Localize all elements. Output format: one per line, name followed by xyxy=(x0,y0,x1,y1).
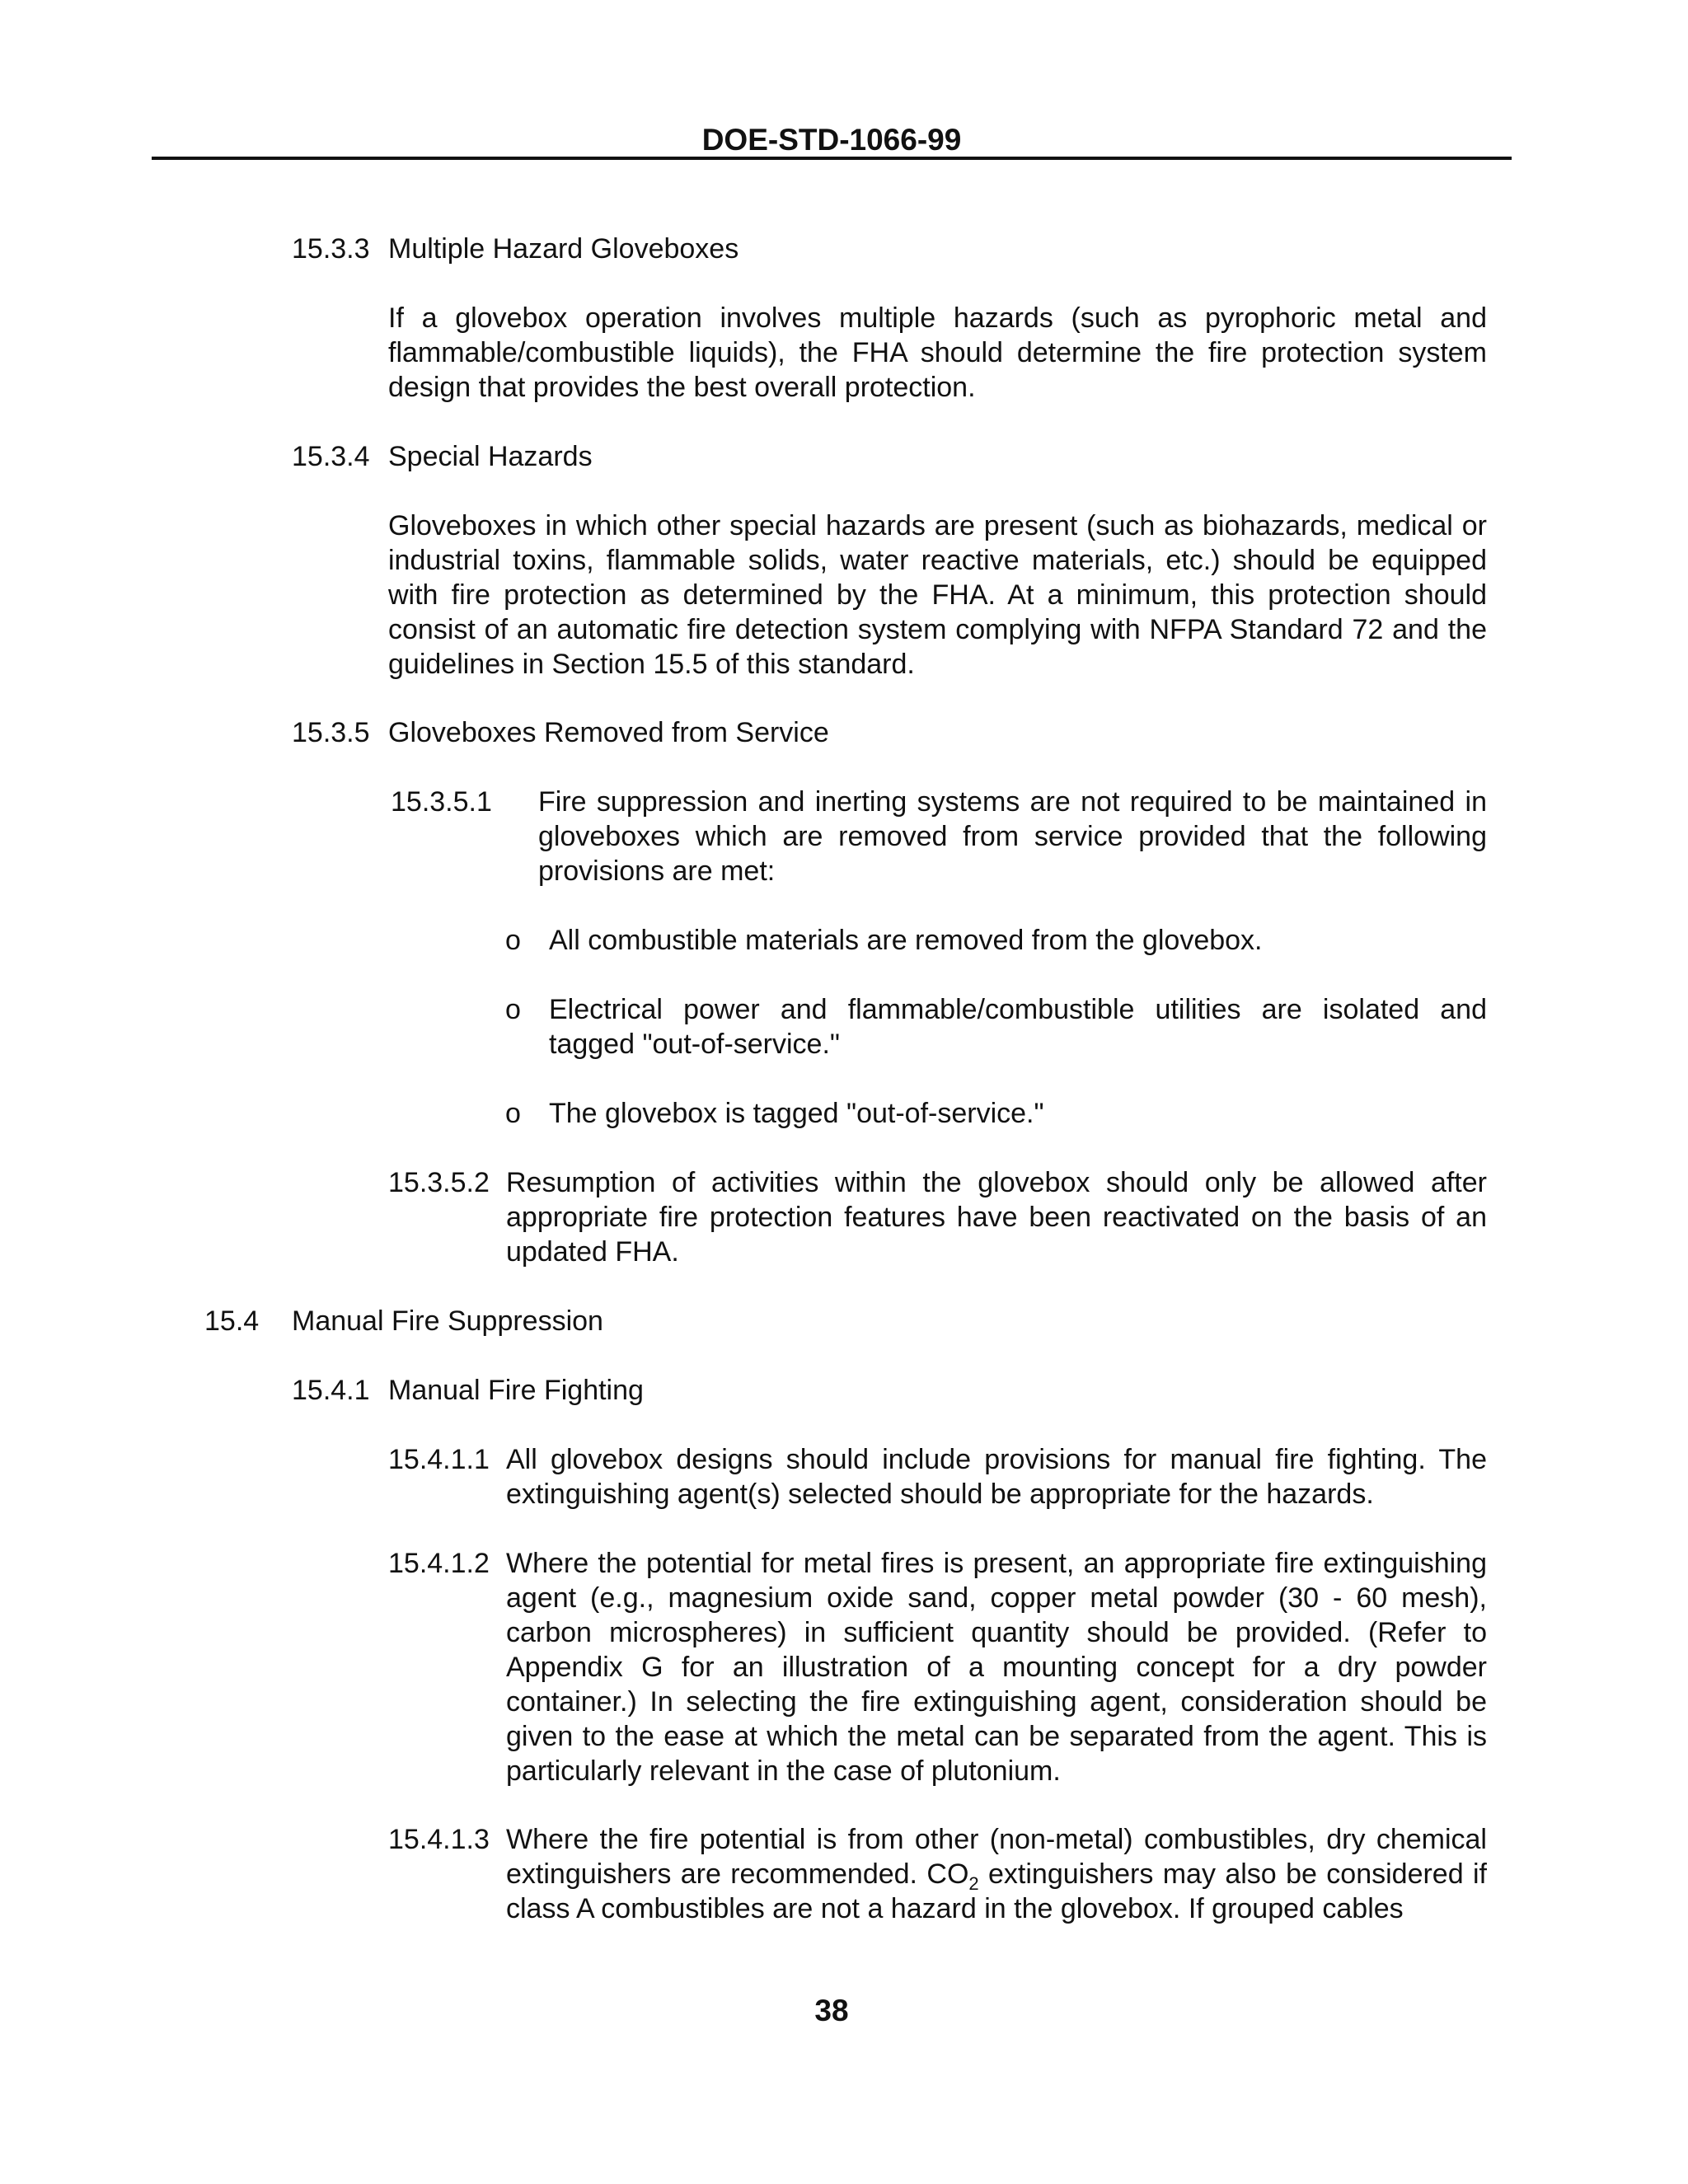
section-15-4-1-3-number: 15.4.1.3 xyxy=(388,1824,490,1855)
section-15-4-1-3-body xyxy=(506,1822,1487,1926)
section-15-3-5-title: Gloveboxes Removed from Service xyxy=(388,717,829,748)
section-15-3-5-2-number: 15.3.5.2 xyxy=(388,1167,490,1198)
section-15-3-5-number: 15.3.5 xyxy=(292,717,370,748)
section-15-3-5-1-number: 15.3.5.1 xyxy=(391,786,492,818)
section-15-3-4-number: 15.3.4 xyxy=(292,441,370,472)
bullet-marker: o xyxy=(505,1098,521,1129)
bullet-item-3: The glovebox is tagged "out-of-service." xyxy=(549,1098,1044,1129)
section-15-4-1-1-body: All glovebox designs should include provisions for manual fire fighting. The extinguishing agent(s) selected should be appropriate for the hazards. xyxy=(506,1444,1487,1510)
section-15-4-1-2-body: Where the potential for metal fires is present, an appropriate fire extinguishing agent (e.g., magnesium oxide sand, copper metal powder (30 - 60 mesh), carbon microspheres) in sufficient quantity should be provided. (Refer to Appendix G for an illustration of a mounting concept for a dry powder container.) In selecting the fire extinguishing agent, consideration should be given to the ease at which the metal can be separated from the agent. This is particularly relevant in the case of plutonium. xyxy=(506,1548,1487,1787)
section-15-4-1-title: Manual Fire Fighting xyxy=(388,1375,644,1406)
section-15-4-1-1-number: 15.4.1.1 xyxy=(388,1444,490,1475)
section-15-4-number: 15.4 xyxy=(204,1305,260,1337)
section-15-3-3-title: Multiple Hazard Gloveboxes xyxy=(388,233,739,265)
section-15-3-5-2-body: Resumption of activities within the glovebox should only be allowed after appropriate fire protection features have been reactivated on the basis of an updated FHA. xyxy=(506,1167,1487,1268)
document-id-header: DOE-STD-1066-99 xyxy=(701,123,962,157)
section-15-4-1-2-number: 15.4.1.2 xyxy=(388,1548,490,1579)
section-15-4-1-3-text-before: Where the fire potential is from other (non-metal) combustibles, dry chemical extinguishers are recommended. CO xyxy=(506,1824,1487,1890)
bullet-marker: o xyxy=(505,925,521,956)
co2-subscript: 2 xyxy=(968,1872,979,1894)
bullet-item-1: All combustible materials are removed from the glovebox. xyxy=(549,925,1263,956)
section-15-3-3-number: 15.3.3 xyxy=(292,233,370,265)
page-number: 38 xyxy=(814,1994,849,2027)
header-rule xyxy=(152,157,1512,160)
bullet-marker: o xyxy=(505,994,521,1025)
section-15-3-5-1-body: Fire suppression and inerting systems are not required to be maintained in gloveboxes which are removed from service provided that the following provisions are met: xyxy=(538,786,1487,887)
section-15-3-3-body: If a glovebox operation involves multiple hazards (such as pyrophoric metal and flammable/combustible liquids), the FHA should determine the fire protection system design that provides the best overall protection. xyxy=(388,302,1487,403)
section-15-4-1-number: 15.4.1 xyxy=(292,1375,370,1406)
section-15-4-title: Manual Fire Suppression xyxy=(292,1305,603,1337)
section-15-4-1-3-text-after: extinguishers may also be considered if class A combustibles are not a hazard in the glovebox. If grouped cables xyxy=(506,1858,1487,1924)
section-15-3-4-title: Special Hazards xyxy=(388,441,593,472)
bullet-item-2: Electrical power and flammable/combustible utilities are isolated and tagged "out-of-service." xyxy=(549,994,1487,1060)
section-15-3-4-body: Gloveboxes in which other special hazards are present (such as biohazards, medical or industrial toxins, flammable solids, water reactive materials, etc.) should be equipped with fire protection as determined by the FHA. At a minimum, this protection should consist of an automatic fire detection system complying with NFPA Standard 72 and the guidelines in Section 15.5 of this standard. xyxy=(388,510,1487,680)
